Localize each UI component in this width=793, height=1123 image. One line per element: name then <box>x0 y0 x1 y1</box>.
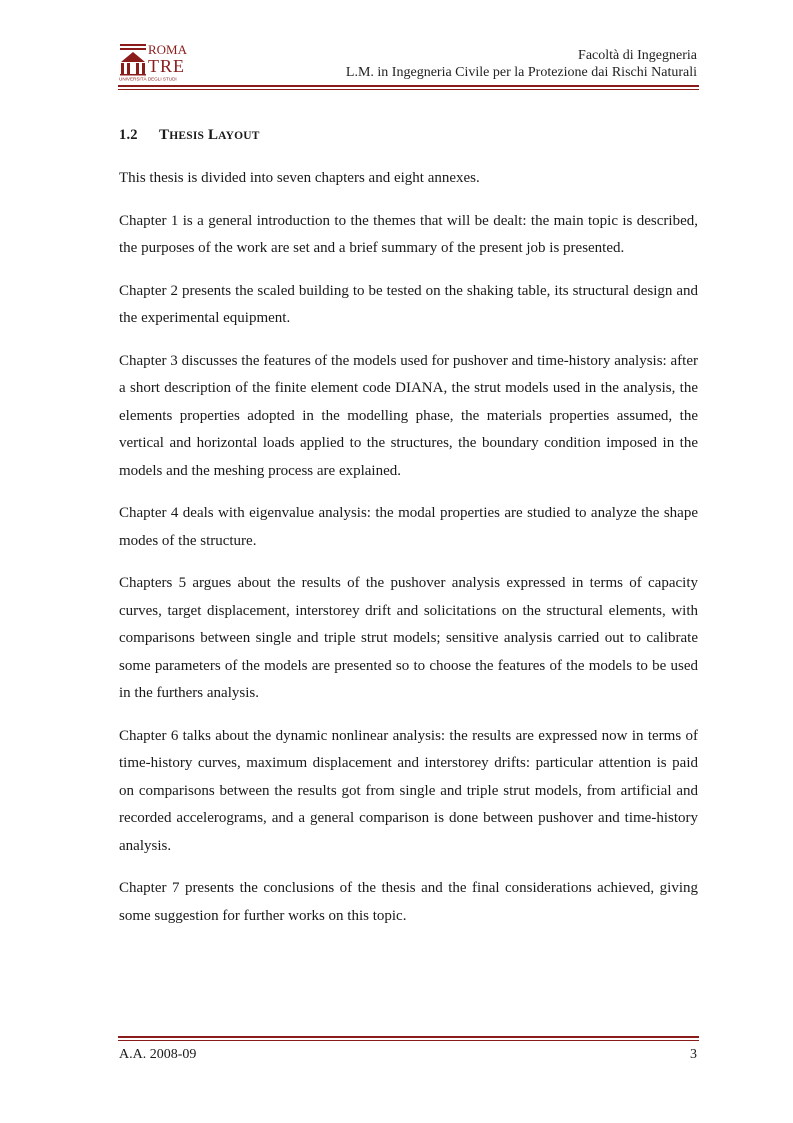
paragraph: Chapter 6 talks about the dynamic nonlinear analysis: the results are expressed now in terms of time-history curves, maximum displacement and interstorey drifts: particular attention is paid on comparisons between the results got from single and triple strut models, from artificial and recorded accelerograms, and a general comparison is done between pushover and time-history analysis. <box>119 727 698 854</box>
header-rule-thick <box>118 85 699 87</box>
footer-rule-thin <box>118 1040 699 1041</box>
logo-line1: ROMA <box>148 42 188 57</box>
section-heading <box>119 127 260 144</box>
section-title-initial-1: T <box>159 127 170 143</box>
roma-tre-logo <box>118 40 198 82</box>
logo-line2: TRE <box>148 56 185 76</box>
body-text <box>119 165 698 945</box>
paragraph: This thesis is divided into seven chapters and eight annexes. <box>119 170 480 186</box>
section-number: 1.2 <box>119 127 138 143</box>
footer-rule-thick <box>118 1036 699 1038</box>
academic-year: A.A. 2008-09 <box>119 1047 197 1062</box>
paragraph: Chapters 5 argues about the results of the pushover analysis expressed in terms of capacity curves, target displacement, interstorey drift and solicitations on the structural elements, with comparisons between single and triple strut models; sensitive analysis carried out to calibrate some parameters of the models are presented so to choose the features of the models to be used in the furthers analysis. <box>119 575 698 701</box>
header-info <box>346 47 697 81</box>
header-rule-thin <box>118 89 699 90</box>
paragraph: Chapter 7 presents the conclusions of the thesis and the final considerations achieved, giving some suggestion for further works on this topic. <box>119 880 698 924</box>
section-title-rest-2: AYOUT <box>218 130 260 142</box>
paragraph: Chapter 4 deals with eigenvalue analysis: the modal properties are studied to analyze the shape modes of the structure. <box>119 505 698 549</box>
paragraph: Chapter 3 discusses the features of the models used for pushover and time-history analysis: after a short description of the finite element code DIANA, the strut models used in the analysis, the elements properties adopted in the modelling phase, the materials properties assumed, the vertical and horizontal loads applied to the structures, the boundary condition imposed in the models and the meshing process are explained. <box>119 352 698 479</box>
faculty-name: Facoltà di Ingegneria <box>578 48 697 63</box>
course-name: L.M. in Ingegneria Civile per la Protezione dai Rischi Naturali <box>345 65 697 80</box>
page-number: 3 <box>690 1047 697 1062</box>
paragraph: Chapter 2 presents the scaled building to be tested on the shaking table, its structural design and the experimental equipment. <box>119 282 698 326</box>
paragraph: Chapter 1 is a general introduction to the themes that will be dealt: the main topic is described, the purposes of the work are set and a brief summary of the present job is presented. <box>119 212 698 256</box>
logo-line3: UNIVERSITÀ DEGLI STUDI <box>119 76 177 82</box>
section-title-rest-1: HESIS <box>169 130 205 142</box>
section-title-initial-2: L <box>207 127 219 143</box>
